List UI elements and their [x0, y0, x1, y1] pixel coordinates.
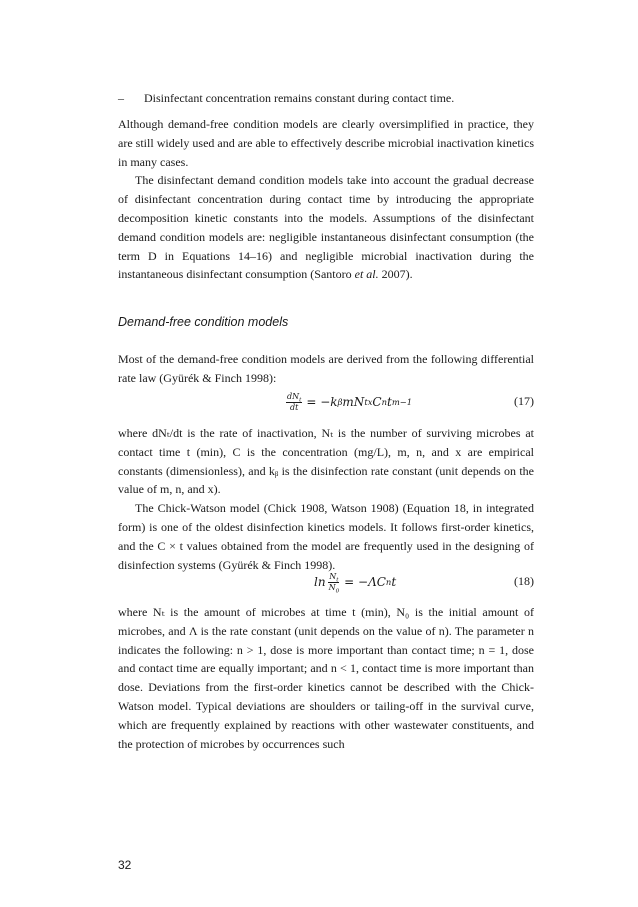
- eq17-rhs-c: C: [372, 395, 382, 409]
- text-block-2: [118, 350, 534, 388]
- paragraph-3: Most of the demand-free condition models are derived from the following differential rate law (Gyürék & Finch 1998):: [118, 352, 534, 385]
- paragraph-6: where Nₜ is the amount of microbes at time t (min), N₀ is the initial amount of microbes, and Λ is the rate constant (unit depends on the value of n). The parameter n indicates the following: n > 1, dose is more important than contact time; n = 1, dose and contact time are equally important; and n < 1, contact time is more important than dose. Deviations from the first-order kinetics cannot be described with the Chick-Watson model. Typical deviations are shoulders or tailing-off in the survival curve, which are frequently explained by reactions with other wastewater constituents, and the protection of microbes by occurrences such: [118, 605, 534, 751]
- eq18-frac-den: N: [328, 582, 336, 592]
- eq17-rhs-b: mN: [342, 395, 365, 409]
- eq17-frac-den: dt: [290, 402, 299, 412]
- eq18-frac-den-sub: 0: [335, 588, 340, 595]
- text-block-3: [118, 424, 534, 574]
- paragraph-2: [118, 171, 534, 284]
- text-block-4: [118, 603, 534, 753]
- eq18-frac-num: N: [329, 571, 337, 581]
- eq18-fraction: [328, 572, 341, 593]
- equation-18-number: (18): [514, 574, 534, 588]
- paragraph-4: where dNₜ/dt is the rate of inactivation, Nₜ is the number of surviving microbes at contact time t (min), C is the concentration (mg/L), m, n, and x are empirical constants (dimensionless), and kᵦ is the disinfection rate constant (unit depends on the value of m, n, and x).: [118, 426, 534, 497]
- equation-18: [118, 566, 534, 598]
- equation-17-number: (17): [514, 394, 534, 408]
- bullet-dash: –: [118, 91, 124, 105]
- eq18-rhs: = −ΛC: [344, 575, 386, 589]
- paragraph-2-main: The disinfectant demand condition models take into account the gradual decrease of disinfectant concentration during contact time by introducing the appropriate decomposition kinetic constants into the models. Assumptions of the disinfectant demand condition models are: negligible instantaneous disinfectant consumption (the term D in Equations 14–16) and negligible microbial inactivation during the instantaneous disinfectant consumption (Santoro: [118, 173, 534, 282]
- eq18-rhs-t: t: [391, 575, 397, 589]
- bullet-item: [118, 89, 534, 107]
- section-heading: Demand-free condition models: [118, 315, 289, 329]
- bullet-text: Disinfectant concentration remains constant during contact time.: [144, 91, 455, 105]
- text-block-1: [118, 115, 534, 284]
- page-number: 32: [118, 858, 132, 872]
- equation-17-body: $\frac{dN_t}{dt}$ = −k β mN t x C n t m−1: [287, 391, 413, 412]
- paragraph-5: The Chick-Watson model (Chick 1908, Watson 1908) (Equation 18, in integrated form) is one of the oldest disinfection kinetics models. It follows first-order kinetics, and the C × t values obtained from the model are frequently used in the designing of disinfection systems (Gyürék & Finch 1998).: [118, 501, 534, 572]
- eq18-ln: ln: [314, 575, 326, 589]
- eq17-rhs-a: = −k: [306, 395, 338, 409]
- paragraph-2-end: 2007).: [378, 267, 413, 282]
- paragraph-1: Although demand-free condition models are clearly oversimplified in practice, they are still widely used and are able to effectively describe microbial inactivation kinetics in many cases.: [118, 117, 534, 169]
- eq17-frac-num: dN: [287, 391, 300, 401]
- eq17-frac-num-sub: t: [299, 397, 302, 404]
- equation-18-body: ln $\frac{N_t}{N_0}$ = −ΛC n t: [314, 571, 397, 595]
- eq17-fraction: [286, 392, 302, 413]
- eq18-frac-num-sub: t: [336, 577, 339, 584]
- eq17-rhs-d: t: [387, 395, 392, 409]
- equation-17: [118, 386, 534, 418]
- paragraph-2-etal: et al.: [354, 267, 379, 282]
